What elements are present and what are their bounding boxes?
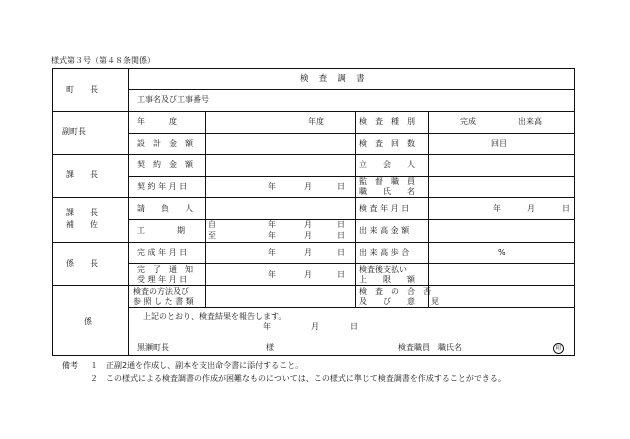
row-line: [128, 154, 575, 155]
left-line: [52, 242, 128, 243]
inspection-count-label: 検 査 回 数: [359, 139, 415, 148]
note-1-text: 正副2通を作成し、副本を支出命令書に添付すること。: [106, 361, 304, 370]
progress-rate-label: 出 来 高 歩 合: [359, 248, 410, 257]
row-line: [128, 307, 575, 308]
grid-vline: [428, 111, 429, 307]
contract-date-month: 月: [304, 182, 312, 191]
report-date-day: 日: [350, 322, 358, 331]
section-chief-label: 係 長: [66, 259, 98, 268]
supervisor-label-1: 監 督 職 員: [359, 177, 415, 186]
grid-vline: [205, 111, 206, 307]
deputy-chief-label-2: 補 佐: [66, 220, 98, 229]
inspection-date-month: 月: [527, 204, 535, 213]
row-line: [128, 89, 575, 90]
deputy-mayor-label: 副町長: [62, 127, 86, 136]
project-name-label: 工事名及び工事番号: [137, 95, 209, 104]
left-line: [52, 111, 128, 112]
seal-icon: 印: [553, 343, 564, 354]
witness-label: 立 会 人: [359, 160, 415, 169]
notes-label: 備考: [62, 361, 78, 370]
row-line: [128, 263, 575, 264]
design-amount-label: 設 計 金 額: [137, 139, 193, 148]
inspection-date-year: 年: [493, 204, 501, 213]
row-line: [128, 219, 575, 220]
period-to-year: 年: [268, 231, 276, 240]
left-line: [52, 197, 128, 198]
frame-top: [52, 68, 575, 69]
supervisor-label-2: 職 氏 名: [359, 187, 415, 196]
row-line: [128, 197, 575, 198]
period-from: 自: [208, 220, 216, 229]
period-to: 至: [208, 231, 216, 240]
notice-date-year: 年: [268, 270, 276, 279]
contract-date-day: 日: [337, 182, 345, 191]
fiscal-year-label: 年 度: [137, 117, 177, 126]
completion-date-day: 日: [337, 248, 345, 257]
result-label-2: 及 び 意 見: [359, 297, 439, 306]
document-title: 検 査 調 書: [300, 74, 366, 84]
grid-vline: [355, 111, 356, 307]
division-chief-label: 課 長: [66, 170, 98, 179]
completion-date-month: 月: [304, 248, 312, 257]
frame-bottom: [52, 355, 575, 356]
result-label-1: 検 査 の 合 否: [359, 287, 431, 296]
period-from-year: 年: [268, 220, 276, 229]
note-2-text: この様式による検査調書の作成が困難なものについては、この様式に準じて検査調書を作成することができる。: [106, 374, 506, 383]
note-1-number: １: [90, 361, 98, 370]
form-id: 様式第３号（第４８条関係）: [51, 56, 155, 65]
method-label-2: 参 照 し た 書 類: [133, 297, 194, 306]
staff-label: 係: [84, 317, 92, 326]
inspector-label: 検査職員 職氏名: [398, 343, 462, 352]
inspection-date-day: 日: [562, 204, 570, 213]
town-mayor-label: 町 長: [66, 85, 98, 94]
notice-label-1: 完 了 通 知: [137, 265, 193, 274]
inspection-type-partial: 出来高: [518, 117, 542, 126]
inspection-type-label: 検 査 種 別: [359, 117, 415, 126]
note-2-number: ２: [90, 374, 98, 383]
contractor-label: 請 負 人: [137, 204, 193, 213]
inspection-count-value: 回目: [491, 139, 507, 148]
period-from-day: 日: [337, 220, 345, 229]
fiscal-year-value: 年度: [308, 117, 324, 126]
period-from-month: 月: [304, 220, 312, 229]
deputy-chief-label-1: 課 長: [66, 208, 98, 217]
report-date-year: 年: [263, 322, 271, 331]
left-line: [52, 154, 128, 155]
notice-date-month: 月: [304, 270, 312, 279]
inspection-date-label: 検 査 年 月 日: [359, 204, 410, 213]
report-date-month: 月: [311, 322, 319, 331]
period-label: 工 期: [137, 226, 185, 235]
payment-cap-label-1: 検査後支払い: [359, 265, 407, 274]
notice-label-2: 受 理 年 月 日: [137, 275, 188, 284]
period-to-month: 月: [304, 231, 312, 240]
left-line: [52, 285, 128, 286]
period-to-day: 日: [337, 231, 345, 240]
method-label-1: 検査の方法及び: [133, 287, 189, 296]
report-statement: 上記のとおり、検査結果を報告します。: [143, 312, 287, 321]
completion-date-year: 年: [268, 248, 276, 257]
progress-rate-unit: %: [498, 248, 506, 257]
row-line: [128, 111, 575, 112]
notice-date-day: 日: [337, 270, 345, 279]
row-line: [128, 133, 575, 134]
completed-amount-label: 出 来 高 金 額: [359, 226, 410, 235]
payment-cap-label-2: 上 限 額: [359, 275, 415, 284]
contract-date-label: 契 約 年 月 日: [137, 182, 188, 191]
addressee: 黒瀬町長: [137, 343, 169, 352]
contract-date-year: 年: [268, 182, 276, 191]
row-line: [128, 242, 575, 243]
honorific: 様: [266, 343, 274, 352]
contract-amount-label: 契 約 金 額: [137, 160, 193, 169]
row-line: [128, 285, 575, 286]
completion-date-label: 完 成 年 月 日: [137, 248, 188, 257]
row-line: [128, 176, 575, 177]
inspection-type-complete: 完成: [460, 117, 476, 126]
